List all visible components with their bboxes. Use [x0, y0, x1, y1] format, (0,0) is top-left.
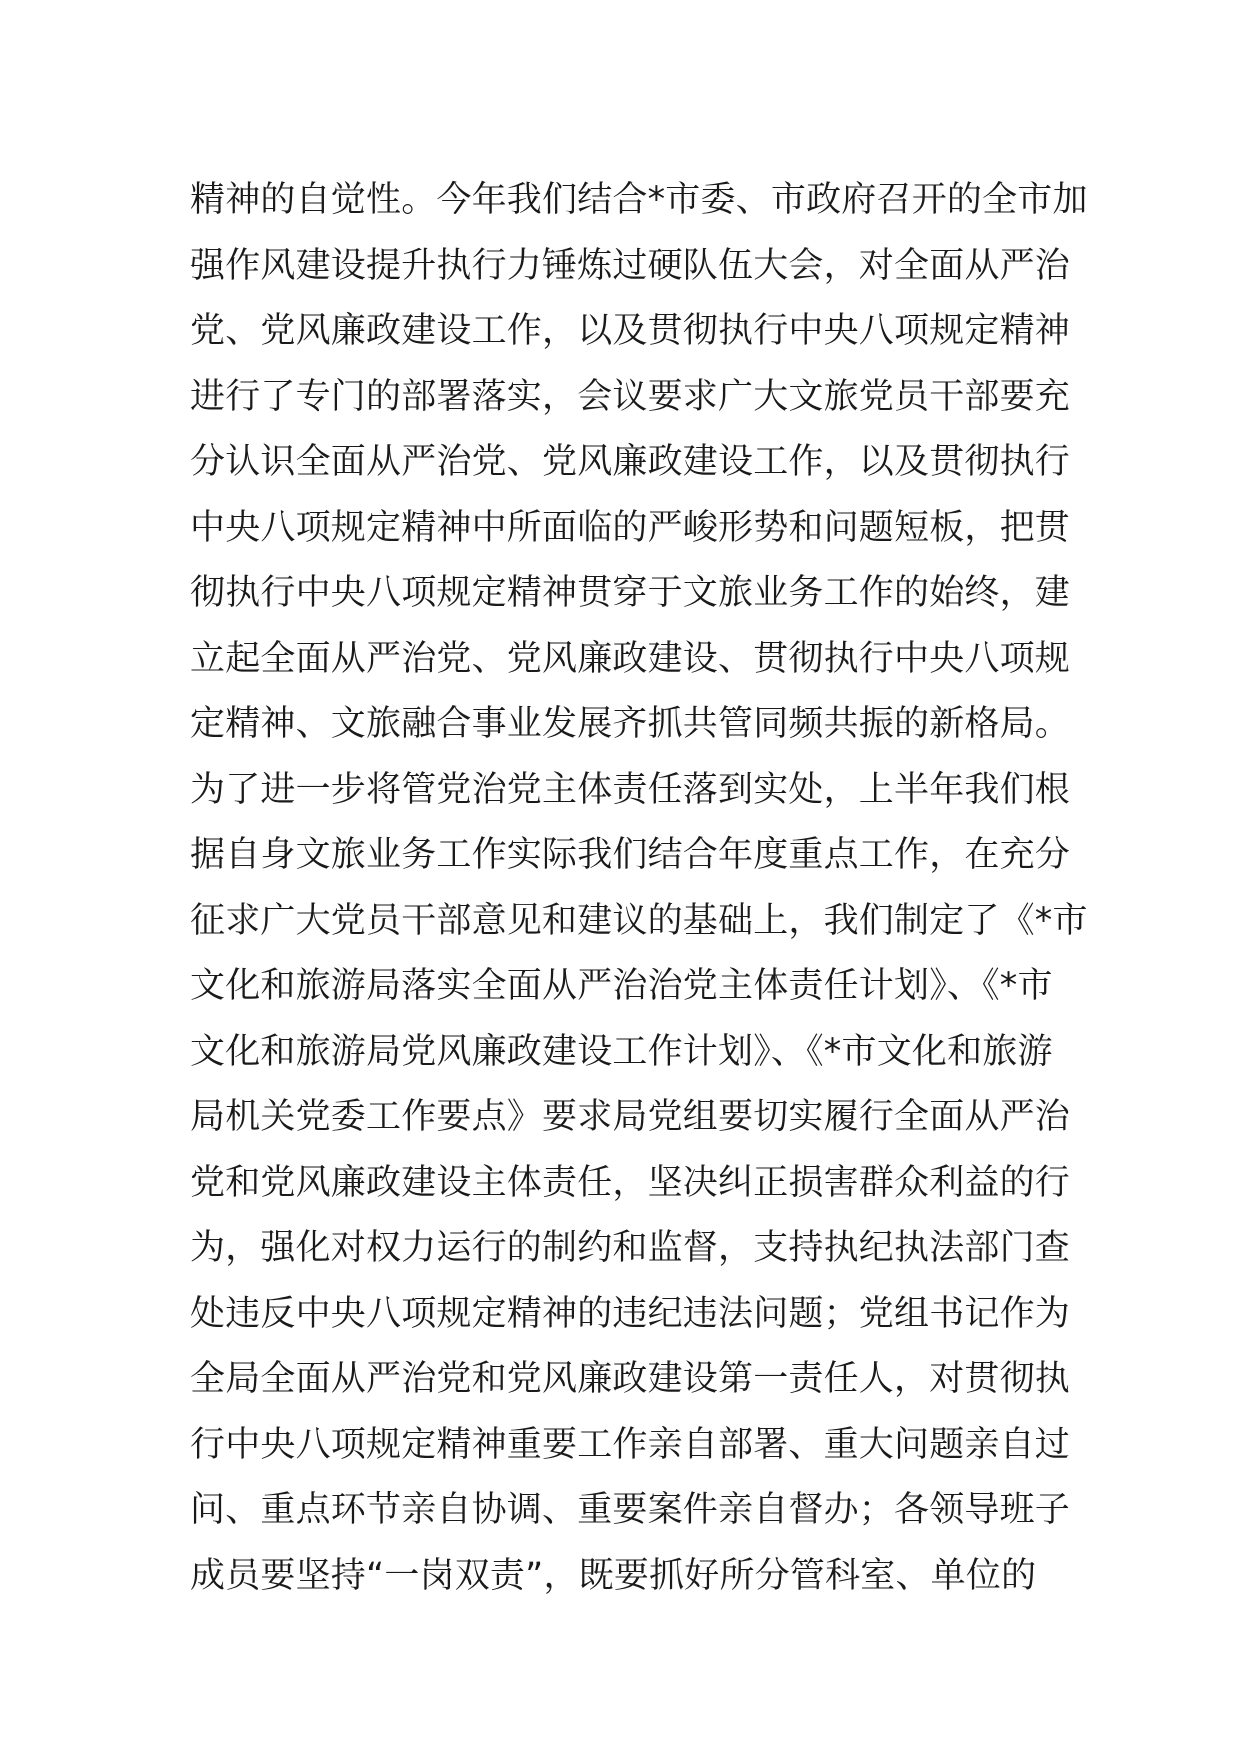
text-line: 处违反中央八项规定精神的违纪违法问题；党组书记作为 — [190, 1293, 1071, 1334]
text-line: 强作风建设提升执行力锤炼过硬队伍大会，对全面从严治 — [190, 245, 1071, 286]
text-line: 为了进一步将管党治党主体责任落到实处，上半年我们根 — [190, 769, 1071, 810]
text-line: 中央八项规定精神中所面临的严峻形势和问题短板，把贯 — [190, 507, 1071, 548]
text-line: 文化和旅游局落实全面从严治治党主体责任计划》、《*市 — [190, 966, 1053, 1006]
text-line: 据自身文旅业务工作实际我们结合年度重点工作，在充分 — [190, 835, 1071, 875]
text-line: 局机关党委工作要点》要求局党组要切实履行全面从严治 — [190, 1097, 1071, 1137]
text-line: 精神的自觉性。今年我们结合*市委、市政府召开的全市加 — [190, 180, 1088, 220]
text-line: 问、重点环节亲自协调、重要案件亲自督办；各领导班子 — [190, 1490, 1071, 1530]
text-line: 立起全面从严治党、党风廉政建设、贯彻执行中央八项规 — [190, 638, 1071, 679]
text-line: 成员要坚持“一岗双责”，既要抓好所分管科室、单位的 — [190, 1555, 1037, 1596]
text-line: 党、党风廉政建设工作，以及贯彻执行中央八项规定精神 — [190, 311, 1071, 351]
body-text — [190, 168, 1088, 1609]
text-line: 征求广大党员干部意见和建议的基础上，我们制定了《*市 — [190, 900, 1088, 941]
text-line: 为，强化对权力运行的制约和监督，支持执纪执法部门查 — [190, 1228, 1071, 1268]
text-line: 进行了专门的部署落实，会议要求广大文旅党员干部要充 — [190, 376, 1071, 417]
text-line: 定精神、文旅融合事业发展齐抓共管同频共振的新格局。 — [190, 704, 1071, 744]
text-line: 全局全面从严治党和党风廉政建设第一责任人，对贯彻执 — [190, 1359, 1071, 1399]
text-line: 行中央八项规定精神重要工作亲自部署、重大问题亲自过 — [190, 1424, 1071, 1465]
text-line: 分认识全面从严治党、党风廉政建设工作，以及贯彻执行 — [190, 442, 1071, 482]
text-line: 文化和旅游局党风廉政建设工作计划》、《*市文化和旅游 — [190, 1031, 1053, 1072]
text-line: 彻执行中央八项规定精神贯穿于文旅业务工作的始终，建 — [190, 573, 1071, 613]
text-line: 党和党风廉政建设主体责任，坚决纠正损害群众利益的行 — [190, 1162, 1071, 1203]
